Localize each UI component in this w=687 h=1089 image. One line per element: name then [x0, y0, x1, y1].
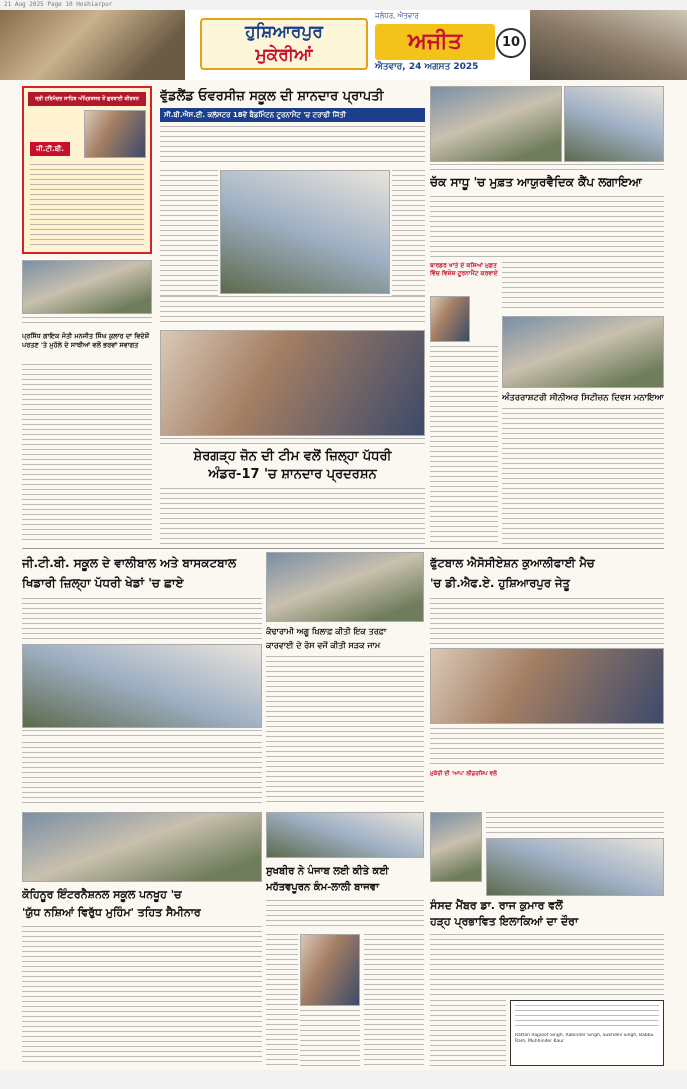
shergarh-body [160, 488, 425, 544]
footer-bar [0, 1070, 687, 1089]
camp-headline: ਚੱਕ ਸਾਧੂ 'ਚ ਮੁਫ਼ਤ ਆਯੁਰਵੈਦਿਕ ਕੈਂਪ ਲਗਾਇਆ [430, 175, 642, 189]
mp-body-1 [486, 812, 664, 836]
mp-visit-photo-small [266, 812, 424, 858]
masthead-center [190, 12, 490, 76]
kohinoor-headline-2: 'ਯੁੱਧ ਨਸ਼ਿਆਂ ਵਿਰੁੱਧ ਮੁਹਿੰਮ' ਤਹਿਤ ਸੈਮੀਨਾਰ [22, 906, 201, 919]
sukhbir-headline-2: ਮਹੱਤਵਪੂਰਨ ਕੰਮ-ਲਾਲੀ ਬਾਜਵਾ [266, 882, 379, 893]
gtb-body-1 [22, 598, 262, 642]
golden-temple-photo [84, 110, 146, 158]
singer-photo-caption [22, 317, 152, 327]
singer-welcome-photo [22, 260, 152, 314]
sukhbir-headline-1: ਸੁਖਬੀਰ ਨੇ ਪੰਜਾਬ ਲਈ ਕੀਤੇ ਕਈ [266, 866, 389, 877]
mp-body-2 [430, 934, 664, 996]
ad-logo: ਜੀ.ਟੀ.ਬੀ. [30, 142, 70, 156]
football-headline-1: ਫੁੱਟਬਾਲ ਐਸੋਸੀਏਸ਼ਨ ਕੁਆਲੀਫਾਈ ਮੈਚ [430, 556, 595, 570]
city-line-2: ਮੁਕੇਰੀਆਂ [255, 45, 313, 65]
kamalpur-headline-2: ਕਾਰਵਾਈ ਦੇ ਰੋਸ ਵਜੋਂ ਕੀਤੀ ਸੜਕ ਜਾਮ [266, 641, 381, 650]
ad-title: ਸ੍ਰੀ ਹਰਿਮੰਦਰ ਸਾਹਿਬ ਅੰਮ੍ਰਿਤਸਰ ਤੋਂ ਗੁਰਬਾਣੀ ਕੀਰਤਨ [28, 92, 146, 106]
ad-body-text [30, 164, 144, 246]
print-meta-bar: 21 Aug 2025 Page 10 Hoshiarpur [0, 0, 687, 10]
city-name [200, 18, 368, 70]
page-number: 10 [496, 28, 526, 58]
bottom-ad-header [515, 1005, 659, 1029]
camp-body [430, 196, 664, 258]
city-line-1: ਹੁਸ਼ਿਆਰਪੁਰ [245, 22, 323, 42]
kamalpur-body [266, 656, 424, 806]
lali-bajwa-portrait [300, 934, 360, 1006]
bottom-advertisement [510, 1000, 664, 1066]
side-small-body [430, 346, 498, 544]
mp-body-3 [430, 1000, 506, 1066]
badminton-team-photo [220, 170, 390, 294]
left-advertisement [22, 86, 152, 254]
football-headline-2: 'ਚ ਡੀ.ਐਫ.ਏ. ਹੁਸ਼ਿਆਰਪੁਰ ਜੇਤੂ [430, 576, 570, 590]
sukhbir-body-1 [266, 900, 424, 930]
kohinoor-photo [22, 812, 262, 882]
small-right-headline: ਮੁਕੇਰੀ ਦੀ 'ਆਪ' ਲੀਡਰਸ਼ਿਪ ਵਲੋਂ [430, 771, 497, 777]
mp-portrait [430, 812, 482, 882]
section-divider [22, 548, 664, 549]
kamalpur-headline-1: ਕੰਢਾਰਾਮੀ ਅਗੂ ਖ਼ਿਲਾਫ਼ ਕੀਤੀ ਇਕ ਤਰਫ਼ਾ [266, 627, 387, 636]
kohinoor-headline-1: ਕੋਹਿਨੂਰ ਇੰਟਰਨੈਸ਼ਨਲ ਸਕੂਲ ਪਨਖੂਹ 'ਚ [22, 888, 182, 901]
camp-photo-caption [430, 164, 664, 172]
gtb-body-2 [22, 742, 262, 806]
camp-photo-1 [430, 86, 562, 162]
newspaper-logo: ਅਜੀਤ [375, 24, 495, 60]
sukhbir-body-3 [364, 934, 424, 1066]
left-mid-headline: ਪ੍ਰਸਿੱਧ ਗਾਇਕ ਜੋਤੀ ਮਨਜੀਤ ਸਿੰਘ ਕੁਲਾਰ ਦਾ ਵਿਦੇਸ਼ੋਂ ਪਰਤਣ 'ਤੇ ਮੁਹੱਲੇ ਦੇ ਸਾਥੀਆਂ ਵਲੋਂ ਭਰਵਾਂ ਸਵਾਗਤ [22, 332, 150, 349]
side-small-headline: ਬਾਰਡਰ ਖਾਤੇ ਦੇ ਕਸ਼ਿਆਂ ਮੁਫ਼ਤ ਵਿੱਚ ਵਿਸ਼ੇਸ਼ ਟੂਰਨਾਮੈਂਟ ਕਰਵਾਏ [430, 262, 498, 277]
protest-photo [266, 552, 424, 622]
masthead-photo-right [530, 10, 687, 80]
side-portrait [430, 296, 470, 342]
interschool-headline: ਅੰਤਰਰਾਸ਼ਟਰੀ ਸੀਨੀਅਰ ਸਿਟੀਜ਼ਨ ਦਿਵਸ ਮਨਾਇਆ [502, 393, 664, 403]
shergarh-caption [160, 438, 425, 446]
top-center-headline: ਵੁੱਡਲੈਂਡ ਓਵਰਸੀਜ਼ ਸਕੂਲ ਦੀ ਸ਼ਾਨਦਾਰ ਪ੍ਰਾਪਤੀ [160, 89, 384, 104]
senior-citizen-photo [502, 316, 664, 388]
masthead-photo-left [0, 10, 185, 80]
left-mid-body [22, 364, 152, 544]
top-center-body-3 [392, 170, 425, 300]
gtb-headline-1: ਜੀ.ਟੀ.ਬੀ. ਸਕੂਲ ਦੇ ਵਾਲੀਬਾਲ ਅਤੇ ਬਾਸਕਟਬਾਲ [22, 556, 237, 570]
gtb-caption [22, 730, 262, 738]
interschool-body [502, 408, 664, 544]
sukhbir-body-2 [266, 934, 298, 1066]
kohinoor-body [22, 926, 262, 1066]
issue-date: ਐਤਵਾਰ, 24 ਅਗਸਤ 2025 [375, 62, 479, 72]
top-center-subheadline: ਸੀ.ਬੀ.ਐਸ.ਈ. ਕਲੱਸਟਰ 18ਵੇਂ ਬੈਡਮਿੰਟਨ ਟੂਰਨਾਮੈਂਟ 'ਚ ਟਰਾਫੀ ਜਿੱਤੀ [160, 108, 425, 122]
shergarh-headline-1: ਸ਼ੇਰਗੜ੍ਹ ਜ਼ੋਨ ਦੀ ਟੀਮ ਵਲੋਂ ਜ਼ਿਲ੍ਹਾ ਪੱਧਰੀ [193, 449, 392, 464]
edition-label: ਜਲੰਧਰ, ਐਤਵਾਰ [375, 12, 419, 20]
football-team-photo [430, 648, 664, 724]
shergarh-headline-2: ਅੰਡਰ-17 'ਚ ਸ਼ਾਨਦਾਰ ਪ੍ਰਦਰਸ਼ਨ [208, 467, 377, 482]
masthead [0, 10, 687, 80]
mp-headline-1: ਸੰਸਦ ਮੈਂਬਰ ਡਾ. ਰਾਜ ਕੁਮਾਰ ਵਲੋਂ [430, 899, 563, 912]
football-body-1 [430, 598, 664, 644]
top-center-body-2 [160, 170, 218, 300]
top-center-body-4 [160, 296, 425, 326]
mp-headline-2: ਹੜ੍ਹ ਪ੍ਰਭਾਵਿਤ ਇਲਾਕਿਆਂ ਦਾ ਦੌਰਾ [430, 915, 579, 928]
bottom-ad-names: Rattan Rajpoot Singh, Rabinder Singh, Sukhdev Singh, Babbu Ram, Muhhinder Kaur [515, 1033, 654, 1044]
football-body-2 [430, 728, 664, 768]
camp-body-2 [502, 262, 664, 312]
sukhbir-body-4 [300, 1010, 360, 1066]
camp-photo-2 [564, 86, 664, 162]
gtb-players-photo [22, 644, 262, 728]
flood-area-photo [486, 838, 664, 896]
top-center-body-1 [160, 126, 425, 166]
shergarh-team-photo [160, 330, 425, 436]
gtb-headline-2: ਖਿਡਾਰੀ ਜ਼ਿਲ੍ਹਾ ਪੱਧਰੀ ਖੇਡਾਂ 'ਚ ਛਾਏ [22, 576, 184, 590]
